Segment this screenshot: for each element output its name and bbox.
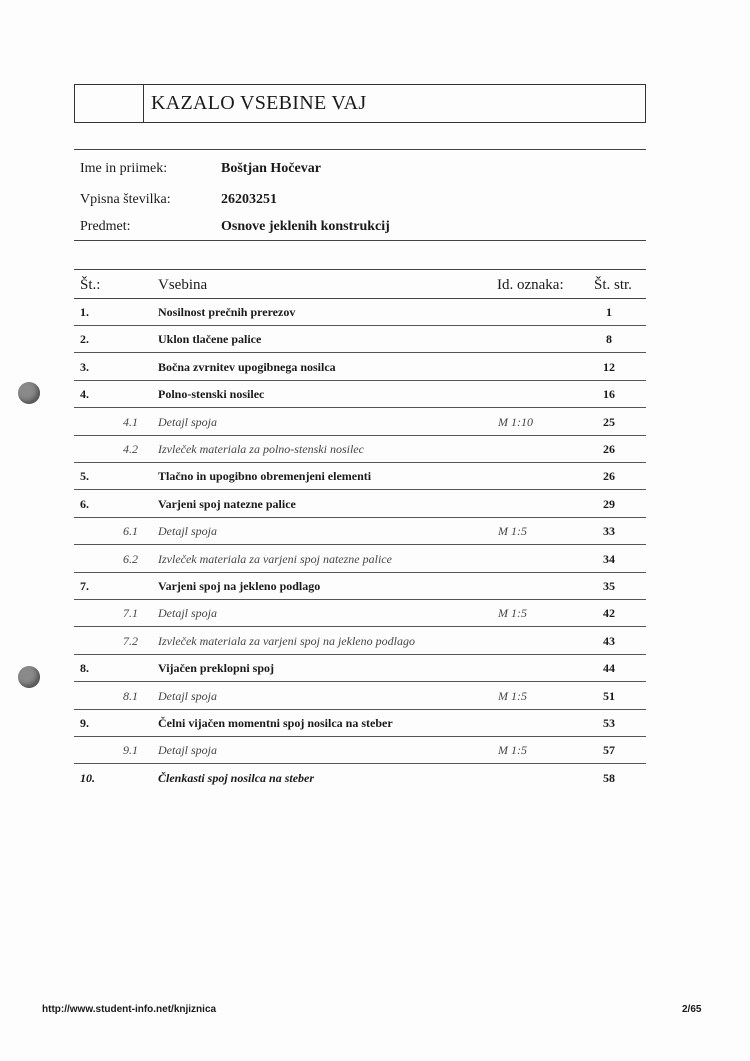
punch-hole-icon [18,666,40,688]
row-subnumber: 8.1 [123,688,138,703]
row-content: Uklon tlačene palice [158,332,262,347]
row-page: 29 [603,496,615,511]
name-value: Boštjan Hočevar [221,161,321,176]
row-content: Polno-stenski nosilec [158,387,265,402]
student-id-value: 26203251 [221,192,277,207]
footer-url: http://www.student-info.net/knjiznica [42,1004,217,1015]
footer-page-number: 2/65 [682,1004,702,1015]
col-header-number: Št.: [80,277,101,293]
divider [74,149,646,150]
row-page: 8 [606,332,612,347]
row-id-mark: M 1:5 [498,743,527,758]
row-content: Detajl spoja [158,606,217,621]
row-page: 43 [603,633,615,648]
table-row [74,710,646,737]
row-content: Bočna zvrnitev upogibnega nosilca [158,359,336,374]
row-page: 58 [603,770,615,785]
table-row [74,409,646,436]
row-page: 35 [603,579,615,593]
row-content: Vijačen preklopni spoj [158,661,275,676]
row-page: 12 [603,359,615,374]
row-content: Izvleček materiala za polno-stenski nosilec [158,442,364,456]
row-content: Čelni vijačen momentni spoj nosilca na steber [158,716,393,730]
table-row [74,299,646,326]
row-content: Tlačno in upogibno obremenjeni elementi [158,469,372,484]
row-page: 33 [603,524,615,539]
row-id-mark: M 1:5 [498,524,527,539]
row-number: 3. [80,359,89,374]
table-row [74,765,646,792]
row-page: 34 [603,551,615,566]
title-box-divider [143,85,144,122]
name-label: Ime in priimek: [80,161,168,176]
table-row [74,573,646,600]
row-number: 4. [80,387,89,402]
subject-label: Predmet: [80,219,131,234]
row-number: 5. [80,469,89,484]
row-content: Detajl spoja [158,414,217,429]
row-subnumber: 6.1 [123,524,138,539]
row-content: Nosilnost prečnih prerezov [158,305,296,319]
row-subnumber: 4.1 [123,414,138,429]
col-header-content: Vsebina [158,277,208,293]
table-row [74,737,646,764]
row-subnumber: 7.1 [123,606,138,621]
row-page: 57 [603,743,615,758]
row-content: Členkasti spoj nosilca na steber [158,770,315,785]
row-subnumber: 9.1 [123,743,138,758]
table-row [74,326,646,353]
row-number: 8. [80,661,89,676]
subject-value: Osnove jeklenih konstrukcij [221,219,390,234]
table-row [74,381,646,408]
row-page: 1 [606,305,612,319]
table-row [74,354,646,381]
row-content: Detajl spoja [158,688,217,703]
row-number: 6. [80,496,89,511]
row-page: 25 [603,414,615,429]
student-id-label: Vpisna številka: [80,192,171,207]
row-id-mark: M 1:10 [498,414,533,429]
table-row [74,655,646,682]
table-row [74,463,646,490]
row-number: 7. [80,579,89,593]
row-number: 1. [80,305,89,319]
table-row [74,436,646,463]
row-page: 26 [603,442,615,456]
row-page: 51 [603,688,615,703]
row-id-mark: M 1:5 [498,688,527,703]
punch-hole-icon [18,382,40,404]
row-subnumber: 6.2 [123,551,138,566]
row-number: 10. [80,770,95,785]
col-header-id: Id. oznaka: [497,277,564,293]
row-content: Izvleček materiala za varjeni spoj natezne palice [158,551,392,566]
table-row [74,600,646,627]
title-box [74,84,646,123]
row-content: Detajl spoja [158,524,217,539]
row-number: 9. [80,716,89,730]
row-id-mark: M 1:5 [498,606,527,621]
row-content: Izvleček materiala za varjeni spoj na jekleno podlago [158,633,415,648]
row-page: 44 [603,661,615,676]
row-page: 26 [603,469,615,484]
table-row [74,518,646,545]
row-subnumber: 4.2 [123,442,138,456]
table-row [74,546,646,573]
divider [74,240,646,241]
table-row [74,491,646,518]
row-content: Varjeni spoj natezne palice [158,496,296,511]
row-content: Varjeni spoj na jekleno podlago [158,579,321,593]
table-row [74,628,646,655]
row-content: Detajl spoja [158,743,217,758]
table-top-line [74,269,646,270]
row-page: 42 [603,606,615,621]
row-page: 53 [603,716,615,730]
row-number: 2. [80,332,89,347]
row-page: 16 [603,387,615,402]
table-row [74,683,646,710]
col-header-page: Št. str. [594,277,632,293]
row-subnumber: 7.2 [123,633,138,648]
page-title: KAZALO VSEBINE VAJ [151,92,367,114]
